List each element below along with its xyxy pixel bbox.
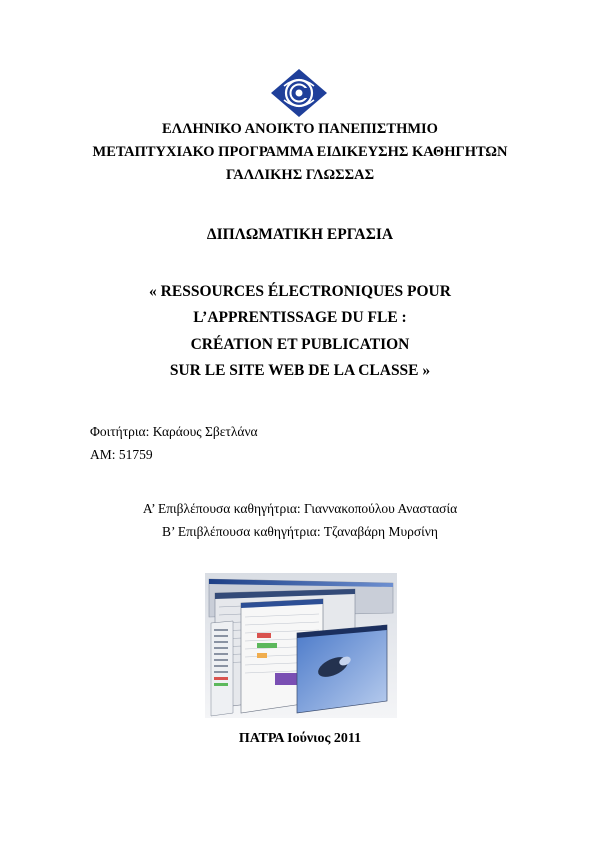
thesis-title-line1: « RESSOURCES ÉLECTRONIQUES POUR <box>149 283 451 300</box>
thesis-title-line4: SUR LE SITE WEB DE LA CLASSE » <box>169 362 431 379</box>
student-id: ΑΜ: 51759 <box>90 447 153 462</box>
second-supervisor: Β’ Επιβλέπουσα καθηγήτρια: Τζαναβάρη Μυρσίνη <box>162 524 438 539</box>
university-logo-icon <box>270 68 328 118</box>
program-name-line2: ΓΑΛΛΙΚΗΣ ΓΛΩΣΣΑΣ <box>225 167 375 183</box>
place-and-date: ΠΑΤΡΑ Ιούνιος 2011 <box>238 731 362 746</box>
thesis-title-line3: CRÉATION ET PUBLICATION <box>190 336 410 353</box>
document-type: ΔΙΠΛΩΜΑΤΙΚΗ ΕΡΓΑΣΙΑ <box>206 226 394 243</box>
student-name: Φοιτήτρια: Καράους Σβετλάνα <box>90 424 258 439</box>
thesis-title-line2: L’APPRENTISSAGE DU FLE : <box>193 309 407 326</box>
university-name: ΕΛΛΗΝΙΚΟ ΑΝΟΙΚΤΟ ΠΑΝΕΠΙΣΤΗΜΙΟ <box>162 121 438 137</box>
program-name-line1: ΜΕΤΑΠΤΥΧΙΑΚΟ ΠΡΟΓΡΑΜΜΑ ΕΙΔΙΚΕΥΣΗΣ ΚΑΘΗΓΗΤΩΝ <box>92 144 508 160</box>
first-supervisor: Α’ Επιβλέπουσα καθηγήτρια: Γιαννακοπούλου Αναστασία <box>142 501 458 516</box>
software-windows-illustration <box>205 573 397 718</box>
